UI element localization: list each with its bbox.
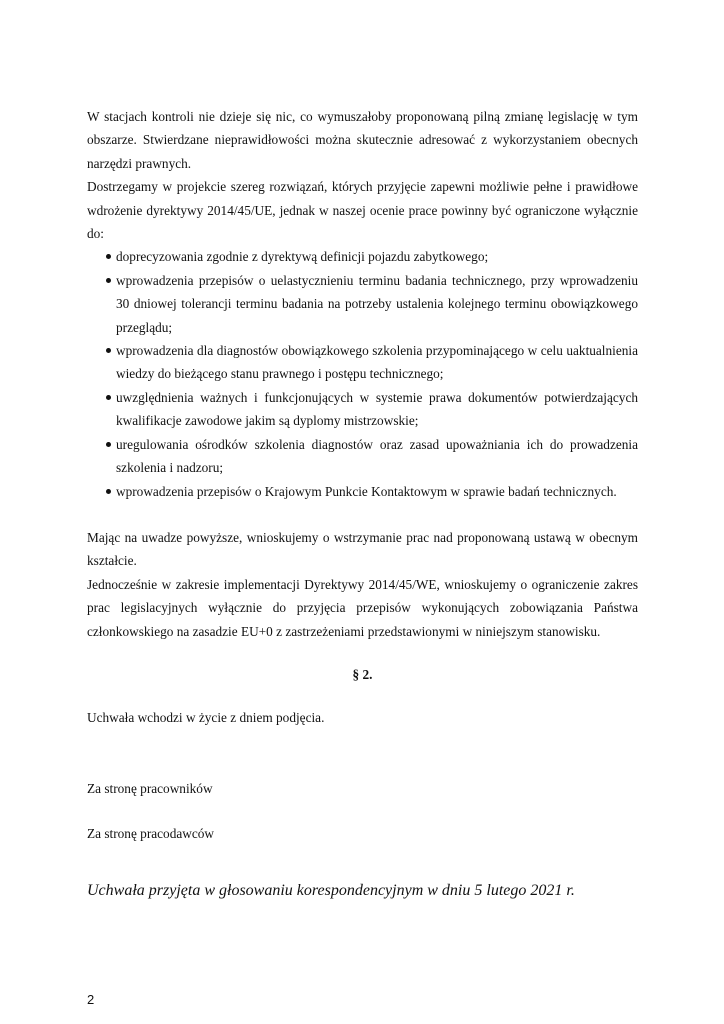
signature-employers: Za stronę pracodawców — [87, 826, 215, 842]
paragraph-request-halt: Mając na uwadze powyższe, wnioskujemy o wstrzymanie prac nad proponowaną ustawą w obecnym kształcie. — [87, 529, 638, 569]
list-item: uwzględnienia ważnych i funkcjonujących w systemie prawa dokumentów potwierdzających kwalifikacje zawodowe jakim są dyplomy mistrzowskie; — [87, 386, 638, 433]
list-item: wprowadzenia dla diagnostów obowiązkowego szkolenia przypominającego w celu uaktualnienia wiedzy do bieżącego stanu prawnego i postępu technicznego; — [87, 339, 638, 386]
section-heading: § 2. — [352, 666, 373, 682]
paragraph-limit-scope: Jednocześnie w zakresie implementacji Dyrektywy 2014/45/WE, wnioskujemy o ograniczenie zakres prac legislacyjnych wyłącznie do przyjęcia przepisów wykonujących zobowiązania Państwa członkowskiego na zasadzie EU+0 z zastrzeżeniami przedstawionymi w niniejszym stanowisku. — [87, 576, 638, 639]
paragraph-entry-into-force: Uchwała wchodzi w życie z dniem podjęcia. — [87, 710, 325, 726]
page-number: 2 — [87, 992, 95, 1007]
paragraph-proposed-solutions: Dostrzegamy w projekcie szereg rozwiązań, których przyjęcie zapewni możliwie pełne i prawidłowe wdrożenie dyrektywy 2014/45/UE, jednak w naszej ocenie prace powinny być ograniczone wyłącznie do: — [87, 179, 638, 242]
list-item: uregulowania ośrodków szkolenia diagnostów oraz zasad upoważniania ich do prowadzenia szkolenia i nadzoru; — [87, 433, 638, 480]
list-item: wprowadzenia przepisów o uelastycznieniu terminu badania technicznego, przy wprowadzeniu 30 dniowej tolerancji terminu badania na potrzeby ustalenia kolejnego terminu obowiązkowego przeglądu; — [87, 269, 638, 339]
list-item: wprowadzenia przepisów o Krajowym Punkcie Kontaktowym w sprawie badań technicznych. — [87, 480, 638, 503]
document-body — [87, 105, 638, 918]
adoption-note: Uchwała przyjęta w głosowaniu korespondencyjnym w dniu 5 lutego 2021 r. — [87, 881, 575, 899]
paragraph-no-changes-needed: W stacjach kontroli nie dzieje się nic, co wymuszałoby proponowaną pilną zmianę legislację w tym obszarze. Stwierdzane nieprawidłowości można skutecznie adresować z wykorzystaniem obecnych narzędzi prawnych. — [87, 109, 638, 171]
signature-workers: Za stronę pracowników — [87, 780, 213, 796]
bullet-list — [87, 245, 638, 502]
list-item: doprecyzowania zgodnie z dyrektywą definicji pojazdu zabytkowego; — [87, 245, 638, 268]
paragraph-spacer — [87, 503, 638, 526]
